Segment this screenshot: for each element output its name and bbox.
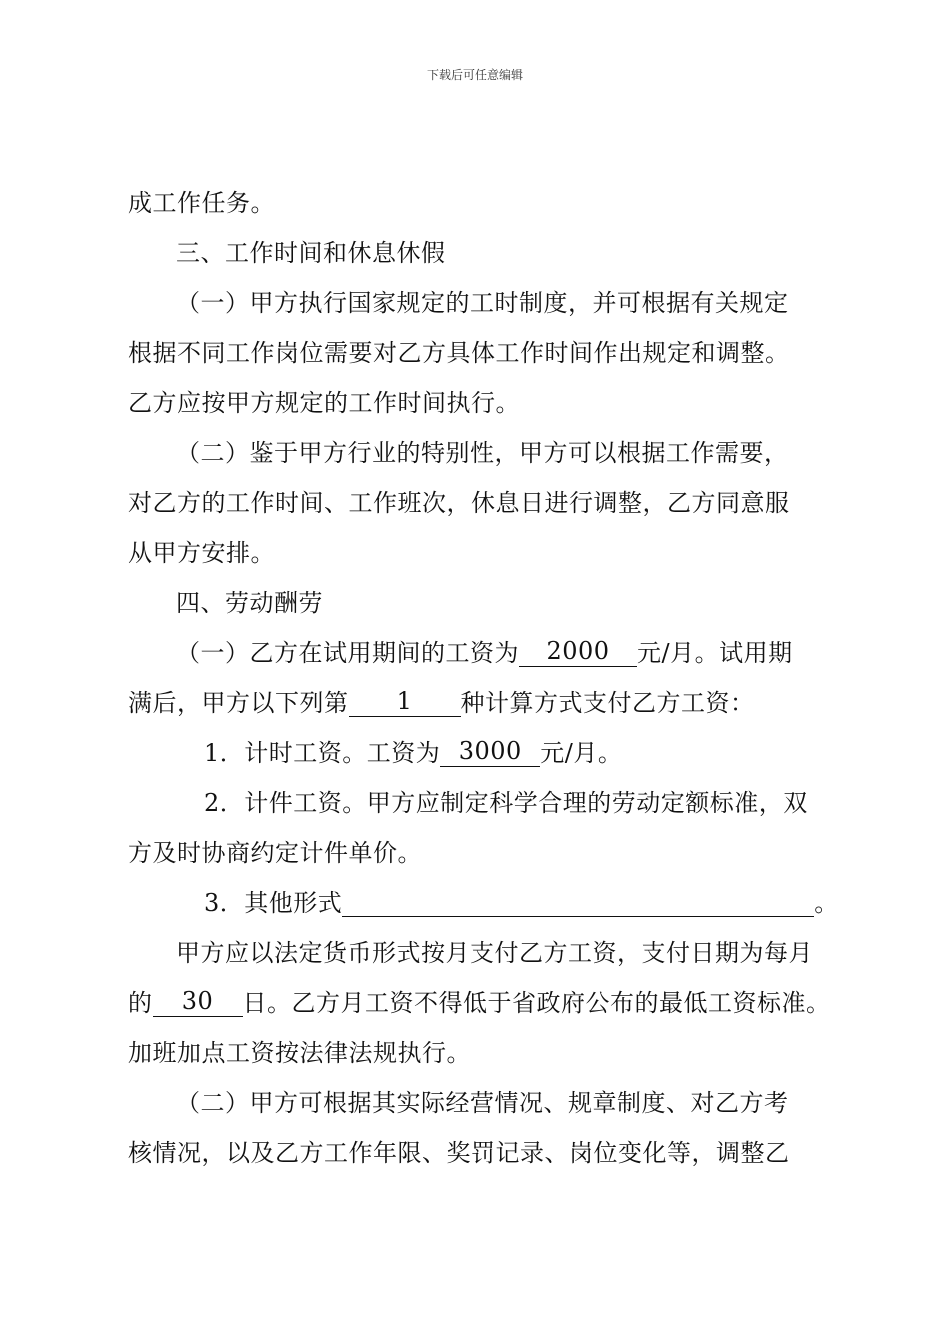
paragraph-line: 成工作任务。: [128, 189, 275, 217]
payday-blank: 30: [153, 988, 243, 1017]
line-text-after: 种计算方式支付乙方工资：: [460, 689, 755, 717]
paragraph-line-with-blank: [128, 688, 755, 718]
line-text-after: 元/月。试用期: [637, 639, 793, 667]
paragraph-line: 2．计件工资。甲方应制定科学合理的劳动定额标准，双: [204, 789, 808, 817]
paragraph-line: 甲方应以法定货币形式按月支付乙方工资，支付日期为每月: [176, 939, 813, 967]
section-heading: 三、工作时间和休息休假: [176, 239, 446, 267]
paragraph-line: 加班加点工资按法律法规执行。: [128, 1039, 471, 1067]
line-text-before: 的: [128, 989, 153, 1017]
payment-method-blank: 1: [349, 688, 461, 717]
paragraph-line: 乙方应按甲方规定的工作时间执行。: [128, 389, 520, 417]
page-header-watermark: 下载后可任意编辑: [426, 68, 523, 82]
line-text-before: 1．计时工资。工资为: [204, 739, 441, 767]
other-form-blank: [342, 888, 814, 917]
paragraph-line-with-blank: [128, 988, 831, 1018]
line-text-before: 满后，甲方以下列第: [128, 689, 349, 717]
paragraph-line: 方及时协商约定计件单价。: [128, 839, 422, 867]
hourly-salary-blank: 3000: [440, 738, 540, 767]
paragraph-line: 核情况，以及乙方工作年限、奖罚记录、岗位变化等，调整乙: [128, 1139, 790, 1167]
paragraph-line-with-blank: [176, 638, 793, 668]
line-text-before: （一）乙方在试用期间的工资为: [176, 639, 519, 667]
line-text-before: 3．其他形式: [204, 889, 343, 917]
paragraph-line: （二）甲方可根据其实际经营情况、规章制度、对乙方考: [176, 1089, 789, 1117]
section-heading: 四、劳动酬劳: [176, 589, 323, 617]
line-text-after: 元/月。: [540, 739, 623, 767]
line-text-after: 日。乙方月工资不得低于省政府公布的最低工资标准。: [242, 989, 831, 1017]
paragraph-line: （二）鉴于甲方行业的特别性，甲方可以根据工作需要，: [176, 439, 789, 467]
paragraph-line-with-blank: [204, 738, 622, 768]
paragraph-line: 从甲方安排。: [128, 539, 275, 567]
line-text-after: 。: [814, 889, 839, 917]
paragraph-line: 根据不同工作岗位需要对乙方具体工作时间作出规定和调整。: [128, 339, 790, 367]
paragraph-line: （一）甲方执行国家规定的工时制度，并可根据有关规定: [176, 289, 789, 317]
paragraph-line: 对乙方的工作时间、工作班次，休息日进行调整，乙方同意服: [128, 489, 790, 517]
probation-salary-blank: 2000: [519, 638, 637, 667]
paragraph-line-with-blank: [204, 888, 839, 918]
